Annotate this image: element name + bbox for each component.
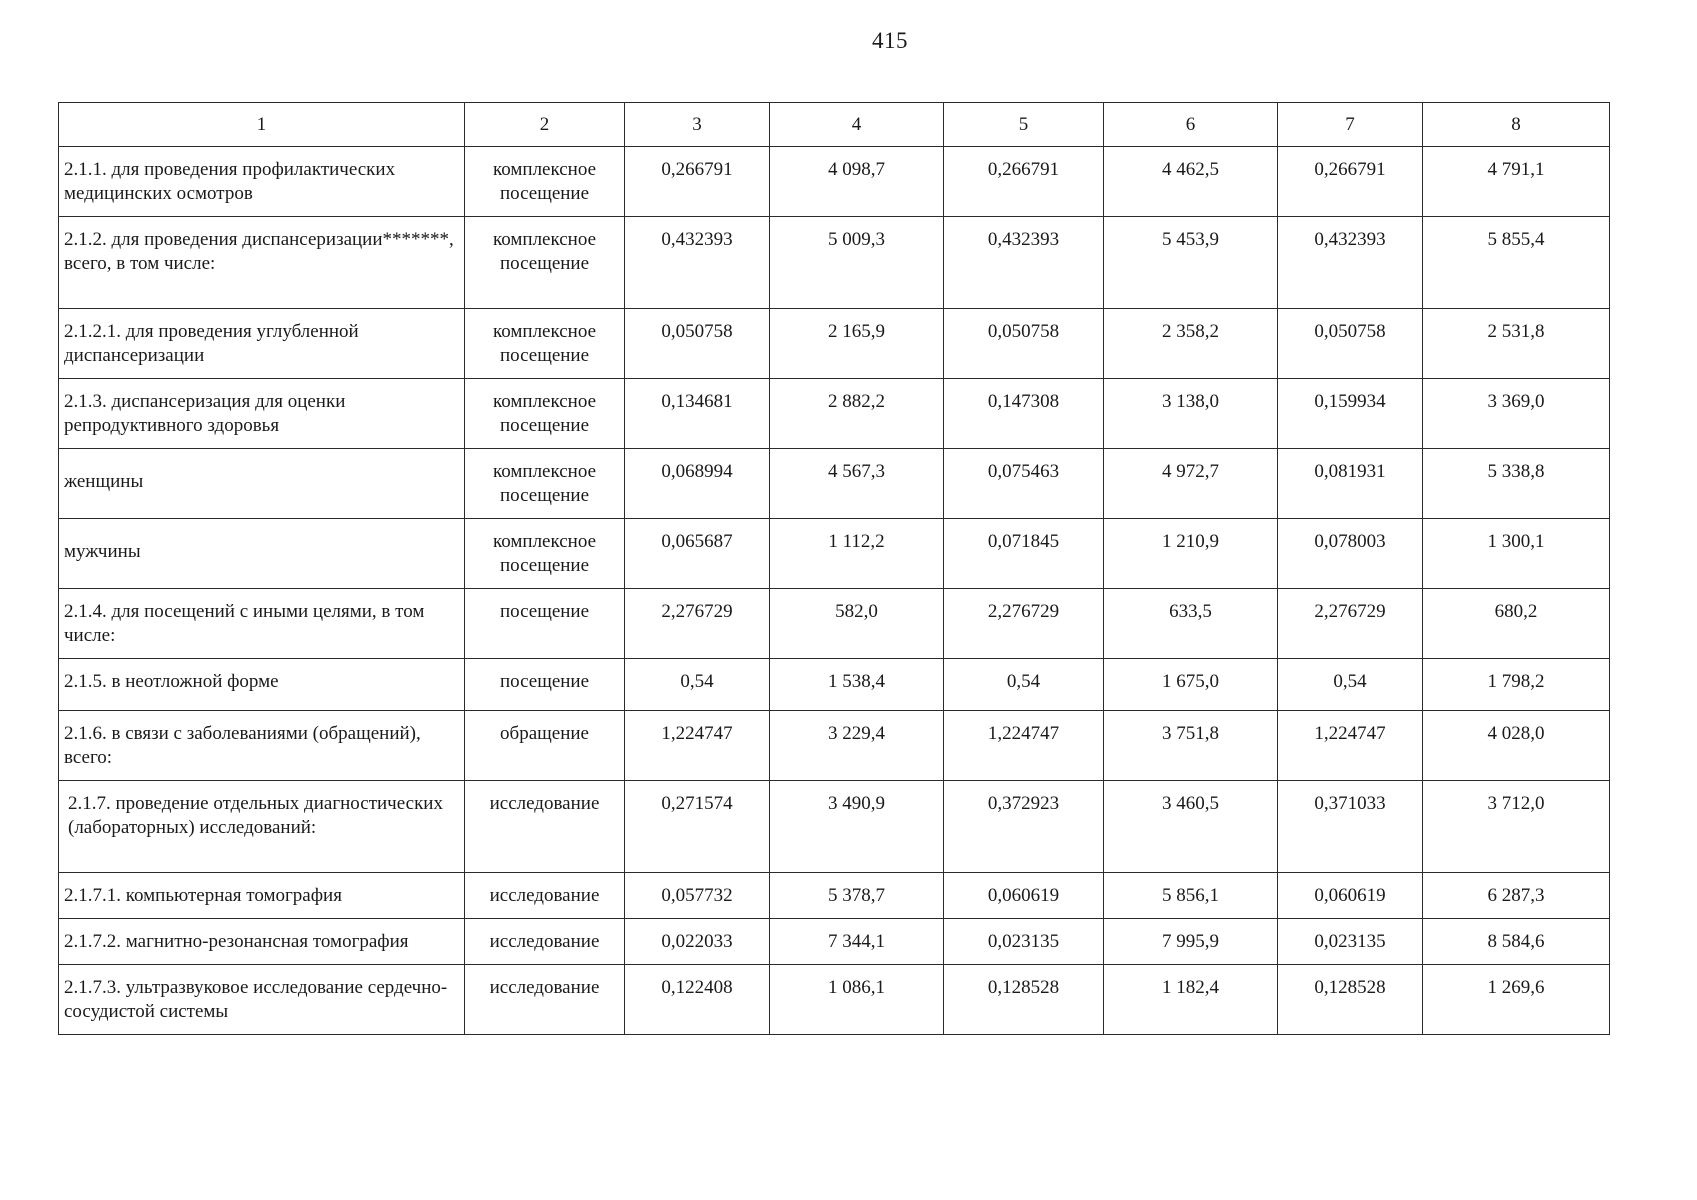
table-row [59, 217, 1610, 309]
row-unit: исследование [465, 781, 625, 873]
row-value: 0,147308 [944, 379, 1104, 449]
row-value: 0,372923 [944, 781, 1104, 873]
column-header: 8 [1423, 103, 1610, 147]
row-value: 3 460,5 [1104, 781, 1278, 873]
row-value: 7 344,1 [770, 919, 944, 965]
page-number: 415 [872, 28, 908, 53]
row-name: 2.1.2.1. для проведения углубленной диспансеризации [59, 309, 465, 379]
row-value: 2,276729 [625, 589, 770, 659]
row-unit: комплексное посещение [465, 309, 625, 379]
table-row [59, 379, 1610, 449]
data-table [58, 102, 1610, 1035]
row-value: 5 453,9 [1104, 217, 1278, 309]
header-row [59, 103, 1610, 147]
row-value: 3 138,0 [1104, 379, 1278, 449]
row-value: 0,075463 [944, 449, 1104, 519]
row-value: 5 378,7 [770, 873, 944, 919]
row-unit: посещение [465, 659, 625, 711]
row-value: 0,081931 [1278, 449, 1423, 519]
row-value: 1 086,1 [770, 965, 944, 1035]
row-value: 5 009,3 [770, 217, 944, 309]
row-value: 0,134681 [625, 379, 770, 449]
table-row [59, 147, 1610, 217]
row-value: 0,128528 [944, 965, 1104, 1035]
table-row [59, 309, 1610, 379]
row-unit: обращение [465, 711, 625, 781]
row-name: мужчины [59, 519, 465, 589]
column-header: 3 [625, 103, 770, 147]
table-row [59, 519, 1610, 589]
table-row [59, 919, 1610, 965]
row-value: 3 751,8 [1104, 711, 1278, 781]
column-header: 2 [465, 103, 625, 147]
row-value: 0,050758 [1278, 309, 1423, 379]
row-value: 1 300,1 [1423, 519, 1610, 589]
row-value: 0,432393 [625, 217, 770, 309]
row-value: 3 229,4 [770, 711, 944, 781]
row-value: 2,276729 [1278, 589, 1423, 659]
row-value: 0,060619 [1278, 873, 1423, 919]
row-value: 582,0 [770, 589, 944, 659]
row-value: 4 972,7 [1104, 449, 1278, 519]
row-value: 0,050758 [625, 309, 770, 379]
row-value: 0,023135 [1278, 919, 1423, 965]
row-value: 0,54 [944, 659, 1104, 711]
row-unit: исследование [465, 965, 625, 1035]
row-value: 0,022033 [625, 919, 770, 965]
table-body [59, 147, 1610, 1035]
row-value: 4 098,7 [770, 147, 944, 217]
column-header: 6 [1104, 103, 1278, 147]
column-header: 1 [59, 103, 465, 147]
row-value: 0,128528 [1278, 965, 1423, 1035]
row-value: 1 112,2 [770, 519, 944, 589]
row-value: 2 882,2 [770, 379, 944, 449]
row-value: 1 182,4 [1104, 965, 1278, 1035]
row-value: 4 462,5 [1104, 147, 1278, 217]
row-value: 5 338,8 [1423, 449, 1610, 519]
row-value: 0,266791 [625, 147, 770, 217]
row-value: 0,432393 [944, 217, 1104, 309]
row-value: 1 269,6 [1423, 965, 1610, 1035]
row-unit: комплексное посещение [465, 449, 625, 519]
row-value: 3 712,0 [1423, 781, 1610, 873]
row-value: 0,266791 [1278, 147, 1423, 217]
row-name: 2.1.6. в связи с заболеваниями (обращений), всего: [59, 711, 465, 781]
row-value: 3 369,0 [1423, 379, 1610, 449]
row-value: 1 538,4 [770, 659, 944, 711]
table-row [59, 873, 1610, 919]
row-value: 0,065687 [625, 519, 770, 589]
row-value: 0,050758 [944, 309, 1104, 379]
row-value: 0,54 [625, 659, 770, 711]
row-value: 3 490,9 [770, 781, 944, 873]
row-name: 2.1.5. в неотложной форме [59, 659, 465, 711]
row-unit: комплексное посещение [465, 217, 625, 309]
row-value: 0,068994 [625, 449, 770, 519]
row-value: 1 798,2 [1423, 659, 1610, 711]
row-value: 5 856,1 [1104, 873, 1278, 919]
row-value: 2,276729 [944, 589, 1104, 659]
table-row [59, 589, 1610, 659]
row-name: 2.1.7.2. магнитно-резонансная томография [59, 919, 465, 965]
row-name: 2.1.7.1. компьютерная томография [59, 873, 465, 919]
row-value: 4 791,1 [1423, 147, 1610, 217]
row-unit: комплексное посещение [465, 379, 625, 449]
table-row [59, 449, 1610, 519]
row-value: 2 358,2 [1104, 309, 1278, 379]
row-name: 2.1.2. для проведения диспансеризации*******, всего, в том числе: [59, 217, 465, 309]
row-value: 1,224747 [1278, 711, 1423, 781]
row-value: 0,078003 [1278, 519, 1423, 589]
row-value: 0,057732 [625, 873, 770, 919]
row-value: 1 675,0 [1104, 659, 1278, 711]
row-value: 6 287,3 [1423, 873, 1610, 919]
row-value: 1 210,9 [1104, 519, 1278, 589]
row-name: 2.1.4. для посещений с иными целями, в том числе: [59, 589, 465, 659]
row-value: 0,159934 [1278, 379, 1423, 449]
table-row [59, 781, 1610, 873]
column-header: 4 [770, 103, 944, 147]
table-row [59, 711, 1610, 781]
row-unit: исследование [465, 873, 625, 919]
row-value: 0,432393 [1278, 217, 1423, 309]
row-value: 5 855,4 [1423, 217, 1610, 309]
row-value: 0,060619 [944, 873, 1104, 919]
column-header: 7 [1278, 103, 1423, 147]
row-name: 2.1.3. диспансеризация для оценки репродуктивного здоровья [59, 379, 465, 449]
row-unit: комплексное посещение [465, 519, 625, 589]
row-value: 0,071845 [944, 519, 1104, 589]
row-value: 4 567,3 [770, 449, 944, 519]
row-value: 2 165,9 [770, 309, 944, 379]
row-value: 0,122408 [625, 965, 770, 1035]
row-value: 7 995,9 [1104, 919, 1278, 965]
row-unit: посещение [465, 589, 625, 659]
row-value: 0,271574 [625, 781, 770, 873]
column-header: 5 [944, 103, 1104, 147]
row-name: 2.1.1. для проведения профилактических медицинских осмотров [59, 147, 465, 217]
row-value: 8 584,6 [1423, 919, 1610, 965]
table-row [59, 659, 1610, 711]
row-value: 0,54 [1278, 659, 1423, 711]
row-value: 0,371033 [1278, 781, 1423, 873]
row-name: 2.1.7.3. ультразвуковое исследование сердечно-сосудистой системы [59, 965, 465, 1035]
row-value: 4 028,0 [1423, 711, 1610, 781]
row-value: 0,266791 [944, 147, 1104, 217]
row-name: женщины [59, 449, 465, 519]
row-unit: комплексное посещение [465, 147, 625, 217]
row-value: 0,023135 [944, 919, 1104, 965]
row-value: 2 531,8 [1423, 309, 1610, 379]
row-value: 680,2 [1423, 589, 1610, 659]
row-value: 633,5 [1104, 589, 1278, 659]
row-value: 1,224747 [625, 711, 770, 781]
table-header [59, 103, 1610, 147]
table-row [59, 965, 1610, 1035]
row-name: 2.1.7. проведение отдельных диагностических (лабораторных) исследований: [59, 781, 465, 873]
row-value: 1,224747 [944, 711, 1104, 781]
row-unit: исследование [465, 919, 625, 965]
